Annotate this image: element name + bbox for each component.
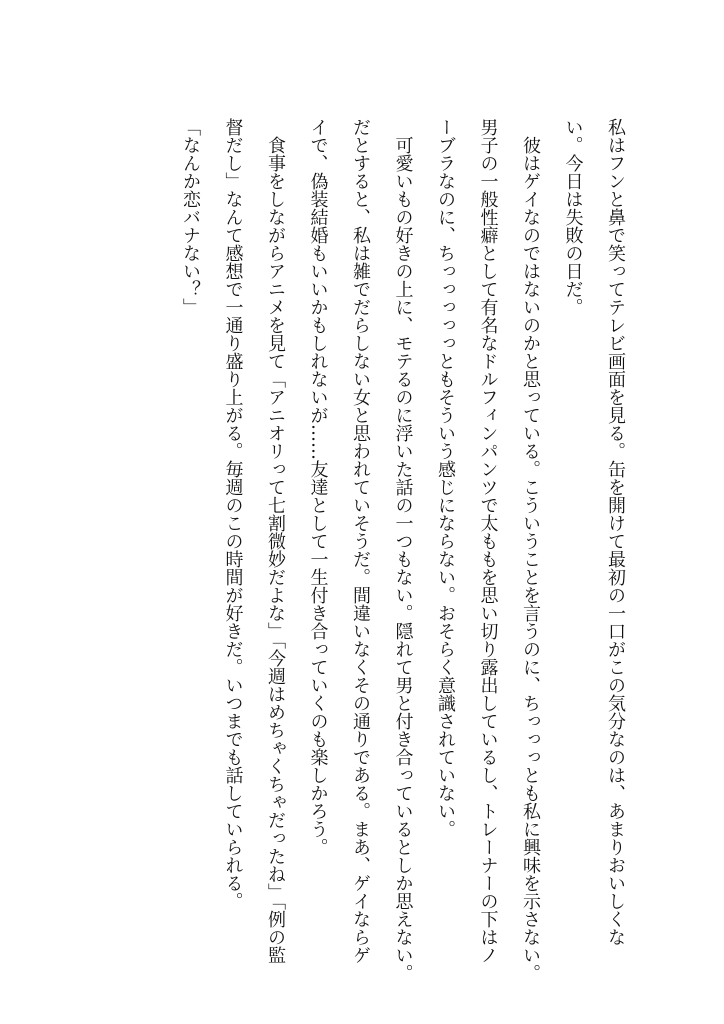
text-line: 可愛いもの好きの上に、モテるのに浮いた話の一つもない。隠れて男と付き合っているとしか思えない。 [392,118,414,982]
text-line: 男子の一般性癖として有名なドルフィンパンツで太ももを思い切り露出しているし、トレーナーの下はノ [477,118,499,964]
text-line: い。今日は失敗の日だ。 [562,118,584,316]
vertical-text-body [169,118,637,982]
text-line: ーブラなのに、ちっっっっっともそういう感じにならない。おそらく意識されていない。 [435,118,456,838]
text-line: イで、偽装結婚もいいかもしれないが……友達として一生付き合っていくのも楽しかろう。 [307,118,329,856]
text-line: 督だし」なんて感想で一通り盛り上がる。毎週のこの時間が好きだ。いつまでも話していられる。 [222,118,244,910]
text-line: 彼はゲイなのではないのかと思っている。こういうことを言うのに、ちっっっとも私に興味を示さない。 [520,118,541,982]
text-line: 食事をしながらアニメを見て「アニオリって七割微妙だよな」「今週はめちゃくちゃだったね」「例の監 [265,118,286,964]
text-line: 私はフンと鼻で笑ってテレビ画面を見る。缶を開けて最初の一口がこの気分なのは、あまりおいしくな [605,118,626,946]
text-line: だとすると、私は雑でだらしない女と思われていそうだ。間違いなくその通りである。まあ、ゲイならゲ [350,118,371,964]
text-line: 「なんか恋バナない？」 [180,118,201,316]
